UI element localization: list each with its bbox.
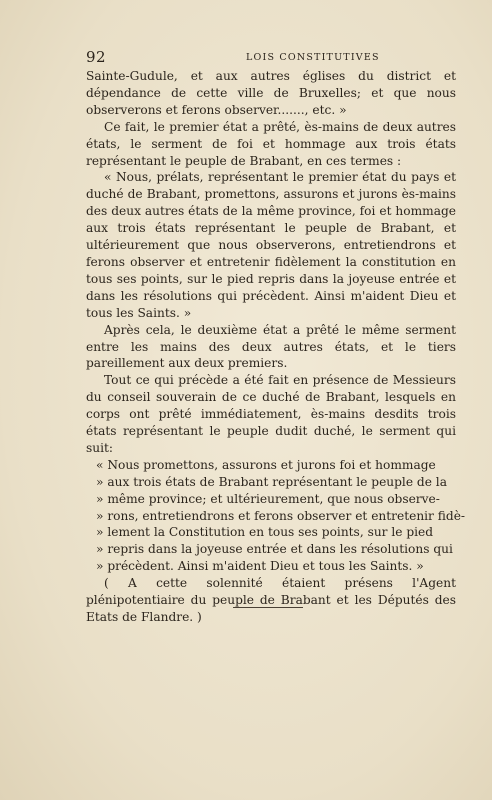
page-header: [86, 48, 452, 66]
page-number: 92: [86, 48, 107, 66]
body-text: [86, 68, 466, 626]
oath-line: » même province; et ultérieurement, que nous observe-: [96, 491, 440, 506]
paragraph-second-estate: Après cela, le deuxième état a prêté le même serment entre les mains des deux autres états, et le tiers pareillement aux deux premiers.: [86, 322, 456, 371]
paragraph-first-estate: Ce fait, le premier état a prêté, ès-mains de deux autres états, le serment de foi et hommage aux trois états représentant le peuple de Brabant, en ces termes :: [86, 119, 456, 168]
oath-line: » rons, entretiendrons et ferons observer et entretenir fidè-: [96, 508, 466, 523]
paragraph-attendance-note: ( A cette solennité étaient présens l'Agent plénipotentiaire du peuple de Brabant et les Députés des Etats de Flandre. ): [86, 576, 456, 624]
running-title: LOIS CONSTITUTIVES: [246, 52, 380, 63]
paragraph-council: Tout ce qui précède a été fait en présence de Messieurs du conseil souverain de ce duché de Brabant, lesquels en corps ont prêté immédiatement, ès-mains desdits trois états représentant le peuple dudit duché, le serment qui suit:: [86, 373, 456, 455]
oath-line: « Nous promettons, assurons et jurons foi et hommage: [96, 457, 436, 472]
council-oath-quote: [86, 457, 466, 575]
oath-line: » précèdent. Ainsi m'aident Dieu et tous les Saints. »: [96, 559, 424, 574]
footer-rule: [233, 607, 303, 608]
oath-line: » aux trois états de Brabant représentant le peuple de la: [96, 474, 447, 489]
oath-line: » repris dans la joyeuse entrée et dans les résolutions qui: [96, 542, 453, 557]
oath-line: » lement la Constitution en tous ses points, sur le pied: [96, 525, 434, 540]
paragraph-prelates-oath: « Nous, prélats, représentant le premier état du pays et duché de Brabant, promettons, assurons et jurons ès-mains des deux autres états de la même province, foi et hommage aux trois états représentant le peuple de Brabant, et ultérieurement que nous observerons, entretiendrons et ferons observer et entretenir fidèlement la constitution en tous ses points, sur le pied repris dans la joyeuse entrée et dans les résolutions qui précèdent. Ainsi m'aident Dieu et tous les Saints. »: [86, 170, 456, 320]
paragraph-continuation: Sainte-Gudule, et aux autres églises du district et dépendance de cette ville de Bruxelles; et que nous observerons et ferons observer......., etc. »: [86, 69, 456, 117]
